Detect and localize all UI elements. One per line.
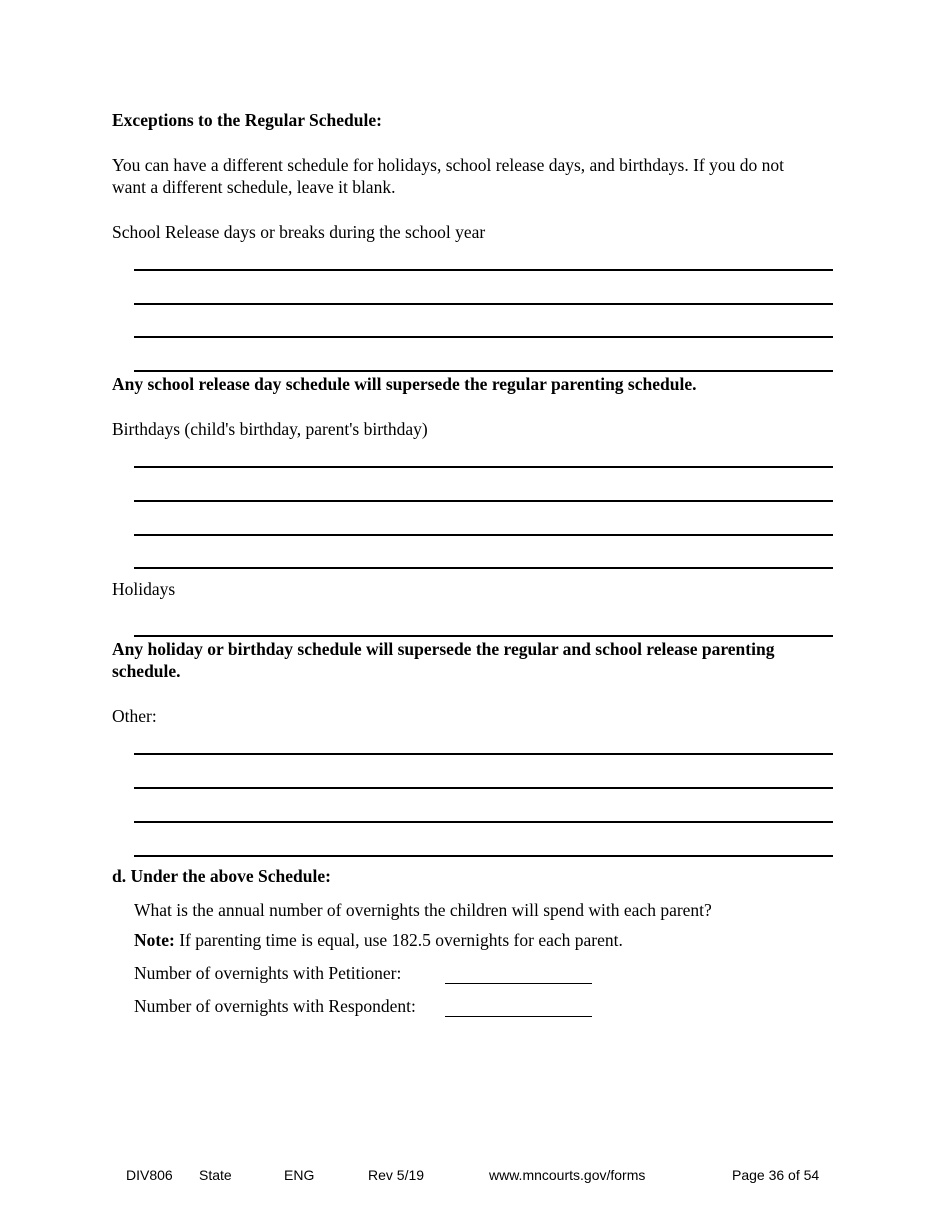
birthdays-line-2[interactable] xyxy=(134,500,833,502)
footer-jurisdiction: State xyxy=(199,1167,232,1183)
footer-language: ENG xyxy=(284,1167,315,1183)
birthdays-line-1[interactable] xyxy=(134,466,833,468)
petitioner-overnights-field[interactable] xyxy=(445,983,592,984)
birthdays-line-4[interactable] xyxy=(134,567,833,569)
school-release-line-3[interactable] xyxy=(134,336,833,338)
school-release-line-1[interactable] xyxy=(134,269,833,271)
other-line-4[interactable] xyxy=(134,855,833,857)
school-release-line-2[interactable] xyxy=(134,303,833,305)
holidays-label: Holidays xyxy=(112,579,176,599)
other-line-1[interactable] xyxy=(134,753,833,755)
overnights-question: What is the annual number of overnights the children will spend with each parent? xyxy=(134,900,712,920)
school-release-label: School Release days or breaks during the school year xyxy=(112,222,486,242)
section-d-heading: d. Under the above Schedule: xyxy=(112,866,331,886)
section-heading: Exceptions to the Regular Schedule: xyxy=(112,110,382,130)
note-label: Note: xyxy=(134,930,175,950)
birthdays-line-3[interactable] xyxy=(134,534,833,536)
other-line-2[interactable] xyxy=(134,787,833,789)
birthdays-label: Birthdays (child's birthday, parent's birthday) xyxy=(112,419,428,439)
footer-revision: Rev 5/19 xyxy=(368,1167,425,1183)
holidays-line-1[interactable] xyxy=(134,635,833,637)
intro-text-line-1: You can have a different schedule for holidays, school release days, and birthdays. If you do not xyxy=(112,155,784,175)
school-release-notice: Any school release day schedule will supersede the regular parenting schedule. xyxy=(112,374,697,394)
school-release-line-4[interactable] xyxy=(134,370,833,372)
note-text: If parenting time is equal, use 182.5 overnights for each parent. xyxy=(174,930,623,950)
respondent-label: Number of overnights with Respondent: xyxy=(134,996,416,1016)
other-label: Other: xyxy=(112,706,157,726)
respondent-overnights-field[interactable] xyxy=(445,1016,592,1017)
holiday-notice-line-1: Any holiday or birthday schedule will supersede the regular and school release parenting xyxy=(112,639,775,659)
petitioner-label: Number of overnights with Petitioner: xyxy=(134,963,402,983)
note-line xyxy=(134,930,623,951)
footer-form-id: DIV806 xyxy=(126,1167,173,1183)
intro-text-line-2: want a different schedule, leave it blank. xyxy=(112,177,396,197)
other-line-3[interactable] xyxy=(134,821,833,823)
holiday-notice-line-2: schedule. xyxy=(112,661,181,681)
footer-url: www.mncourts.gov/forms xyxy=(489,1167,646,1183)
footer-page-number: Page 36 of 54 xyxy=(732,1167,820,1183)
